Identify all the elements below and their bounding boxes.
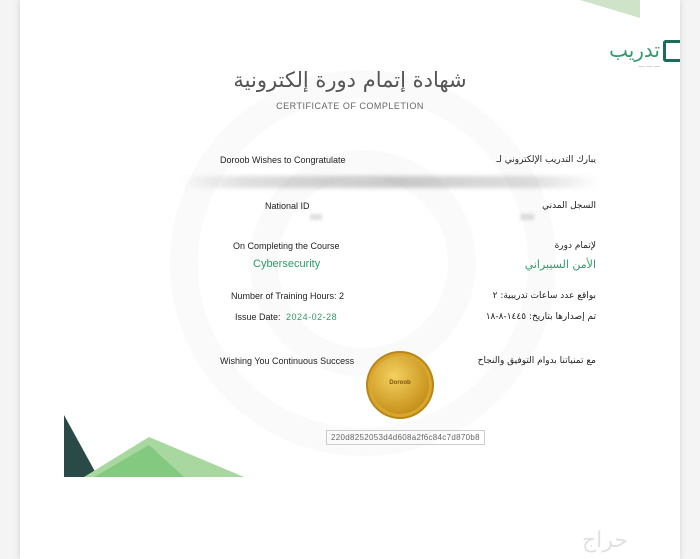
issue-date-ar: تم إصدارها بتاريخ: ١٤٤٥-٨-١٨: [485, 312, 596, 322]
wishes-ar: مع تمنياتنا بدوام التوفيق والنجاح: [477, 356, 596, 366]
training-hours-en: Number of Training Hours: 2: [231, 291, 345, 301]
gold-seal-icon: [371, 356, 429, 414]
title-english: CERTIFICATE OF COMPLETION: [276, 101, 424, 111]
triangle-decoration: [64, 415, 264, 485]
redacted-id-left: [310, 214, 322, 220]
redacted-id-right: [520, 214, 534, 220]
seal-text: Doroob: [389, 380, 411, 386]
issue-date-value: 2024-02-28: [286, 312, 338, 322]
logo-subtitle: — — —: [638, 64, 660, 70]
corner-decoration: [580, 0, 640, 18]
course-intro-ar: لإتمام دورة: [554, 241, 596, 251]
course-name-ar: الأمن السيبراني: [524, 258, 596, 271]
training-hours-ar: بواقع عدد ساعات تدريبية: ٢: [492, 291, 596, 301]
issue-date-en: [235, 312, 337, 322]
certificate-page: [20, 0, 680, 559]
logo-mark-icon: [663, 40, 680, 62]
marketplace-watermark: حراج: [581, 528, 628, 553]
triangle-dark: [64, 415, 98, 477]
verification-hash: 220d8252053d4d608a2f6c84c7d870b8: [326, 430, 485, 445]
tadreeb-logo: [609, 38, 660, 70]
title-arabic: شهادة إتمام دورة إلكترونية: [233, 68, 467, 92]
national-id-en: National ID: [265, 201, 310, 211]
redacted-name: [180, 176, 600, 188]
wishes-en: Wishing You Continuous Success: [220, 356, 355, 366]
issue-date-label: Issue Date:: [235, 312, 281, 322]
national-id-ar: السجل المدني: [542, 201, 596, 211]
congrats-en: Doroob Wishes to Congratulate: [220, 155, 346, 165]
course-intro-en: On Completing the Course: [233, 241, 340, 251]
logo-brand-text: تدريب: [609, 38, 660, 62]
congrats-ar: يبارك التدريب الإلكتروني لـ: [496, 155, 596, 165]
course-name-en: Cybersecurity: [253, 258, 321, 270]
